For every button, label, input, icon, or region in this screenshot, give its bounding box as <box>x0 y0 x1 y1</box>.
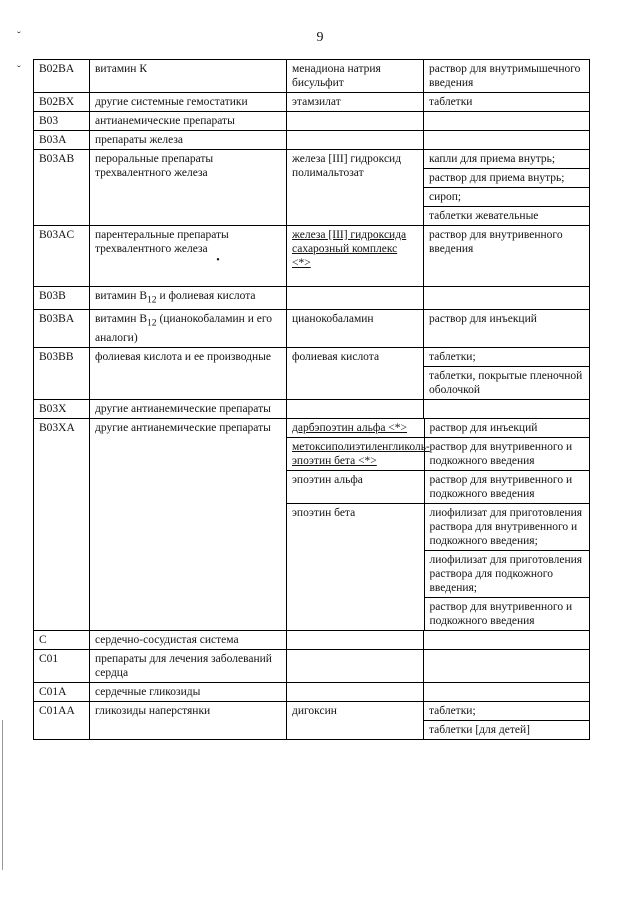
atc-code: C01AA <box>34 701 90 739</box>
atc-code: B02BX <box>34 93 90 112</box>
margin-mark: ˇ <box>17 30 21 42</box>
dosage-form <box>424 630 590 649</box>
dosage-form: капли для приема внутрь; <box>424 150 589 169</box>
dosage-form: таблетки [для детей] <box>429 723 530 736</box>
drug-subtable-cell <box>287 418 590 630</box>
atc-group: препараты для лечения заболеваний сердца <box>90 649 287 682</box>
subtable-row <box>287 419 590 438</box>
dosage-form: лиофилизат для приготовления раствора для внутривенного и подкожного введения; <box>425 504 591 551</box>
table-row <box>34 347 590 399</box>
dosage-form: раствор для внутривенного и подкожного введения <box>424 470 590 503</box>
table-row <box>34 112 590 131</box>
drug-subtable <box>287 419 590 630</box>
atc-group-text: парентеральные препараты трехвалентного железа <box>95 229 229 255</box>
subtable-row <box>287 470 590 503</box>
atc-code: B03BB <box>34 347 90 399</box>
atc-group: гликозиды наперстянки <box>90 701 287 739</box>
dosage-form <box>424 682 590 701</box>
page-number: 9 <box>316 30 324 45</box>
table-row <box>34 131 590 150</box>
drug-name <box>287 287 424 310</box>
atc-group: другие системные гемостатики <box>90 93 287 112</box>
group-subscript: 12 <box>147 317 157 329</box>
table-row <box>34 310 590 347</box>
drug-name <box>287 682 424 701</box>
atc-group: сердечно-сосудистая система <box>90 630 287 649</box>
margin-mark: ˇ <box>17 64 21 76</box>
drug-name: фолиевая кислота <box>287 347 424 399</box>
scan-edge-line <box>2 720 3 870</box>
dosage-form: таблетки; <box>424 348 589 367</box>
table-row <box>34 287 590 310</box>
dosage-form: таблетки; <box>424 702 589 721</box>
drug-name: этамзилат <box>287 93 424 112</box>
dosage-form: сироп; <box>424 188 589 207</box>
atc-group: фолиевая кислота и ее производные <box>90 347 287 399</box>
subtable-row <box>287 503 590 630</box>
drug-name: метоксиполиэтиленгликоль-эпоэтин бета <*> <box>287 437 424 470</box>
dosage-form: таблетки <box>424 93 590 112</box>
atc-code: B03B <box>34 287 90 310</box>
table-row <box>34 60 590 93</box>
drug-name: дигоксин <box>287 701 424 739</box>
dosage-form: таблетки жевательные <box>429 210 539 222</box>
atc-group <box>90 310 287 347</box>
table-row <box>34 630 590 649</box>
drug-name: железа [III] гидроксида сахарозный комплекс <*> <box>287 226 424 287</box>
dosage-form <box>424 112 590 131</box>
dosage-forms <box>424 503 590 630</box>
atc-code: B03AB <box>34 150 90 226</box>
atc-group: сердечные гликозиды <box>90 682 287 701</box>
dosage-forms <box>424 347 590 399</box>
atc-group: другие антианемические препараты <box>90 418 287 630</box>
drug-name <box>287 399 424 418</box>
table-row <box>34 418 590 630</box>
atc-code: B03A <box>34 131 90 150</box>
table-row <box>34 399 590 418</box>
drug-name: менадиона натрия бисульфит <box>287 60 424 93</box>
drug-table <box>33 59 590 740</box>
atc-group: препараты железа <box>90 131 287 150</box>
drug-name: эпоэтин альфа <box>287 470 424 503</box>
atc-group <box>90 287 287 310</box>
group-text: витамин B <box>95 290 147 302</box>
drug-name <box>287 131 424 150</box>
dosage-form: раствор для инъекций <box>424 310 590 347</box>
dosage-form <box>424 399 590 418</box>
table-row <box>34 701 590 739</box>
atc-code: B03BA <box>34 310 90 347</box>
atc-group: витамин К <box>90 60 287 93</box>
table-row <box>34 93 590 112</box>
group-text: витамин B <box>95 313 147 326</box>
atc-group: другие антианемические препараты <box>90 399 287 418</box>
drug-name <box>287 649 424 682</box>
dosage-form: раствор для инъекций <box>424 419 590 438</box>
atc-code: B03X <box>34 399 90 418</box>
table-row <box>34 649 590 682</box>
group-text: и фолиевая кислота <box>156 290 256 302</box>
atc-code: C01A <box>34 682 90 701</box>
dosage-form <box>424 131 590 150</box>
dosage-form: раствор для внутривенного и подкожного введения <box>429 600 573 627</box>
group-subscript: 12 <box>147 294 157 306</box>
dosage-forms <box>424 150 590 226</box>
group-text: (цианокобаламин и его аналоги) <box>95 313 273 344</box>
dosage-form: лиофилизат для приготовления раствора для подкожного введения; <box>425 551 591 598</box>
drug-name <box>287 112 424 131</box>
atc-group <box>90 226 287 287</box>
atc-code: B03 <box>34 112 90 131</box>
dosage-form: таблетки, покрытые пленочной оболочкой <box>429 369 583 396</box>
dosage-form: раствор для приема внутрь; <box>424 169 589 188</box>
atc-code: C <box>34 630 90 649</box>
drug-name: дарбэпоэтин альфа <*> <box>287 419 424 438</box>
atc-code: B03AC <box>34 226 90 287</box>
atc-group: антианемические препараты <box>90 112 287 131</box>
atc-code: B02BA <box>34 60 90 93</box>
subtable-row <box>287 437 590 470</box>
dosage-forms <box>424 701 590 739</box>
dosage-form: раствор для внутримышечного введения <box>424 60 590 93</box>
atc-code: B03XA <box>34 418 90 630</box>
table-row <box>34 226 590 287</box>
dosage-form <box>424 287 590 310</box>
drug-name <box>287 630 424 649</box>
dosage-form <box>424 649 590 682</box>
drug-name: эпоэтин бета <box>287 503 424 630</box>
stray-dot: • <box>216 255 220 266</box>
drug-name: цианокобаламин <box>287 310 424 347</box>
table-row <box>34 150 590 226</box>
table-row <box>34 682 590 701</box>
dosage-form: раствор для внутривенного и подкожного введения <box>424 437 590 470</box>
atc-code: C01 <box>34 649 90 682</box>
atc-group: пероральные препараты трехвалентного железа <box>90 150 287 226</box>
dosage-form: раствор для внутривенного введения <box>424 226 590 287</box>
drug-name: железа [III] гидроксид полимальтозат <box>287 150 424 226</box>
